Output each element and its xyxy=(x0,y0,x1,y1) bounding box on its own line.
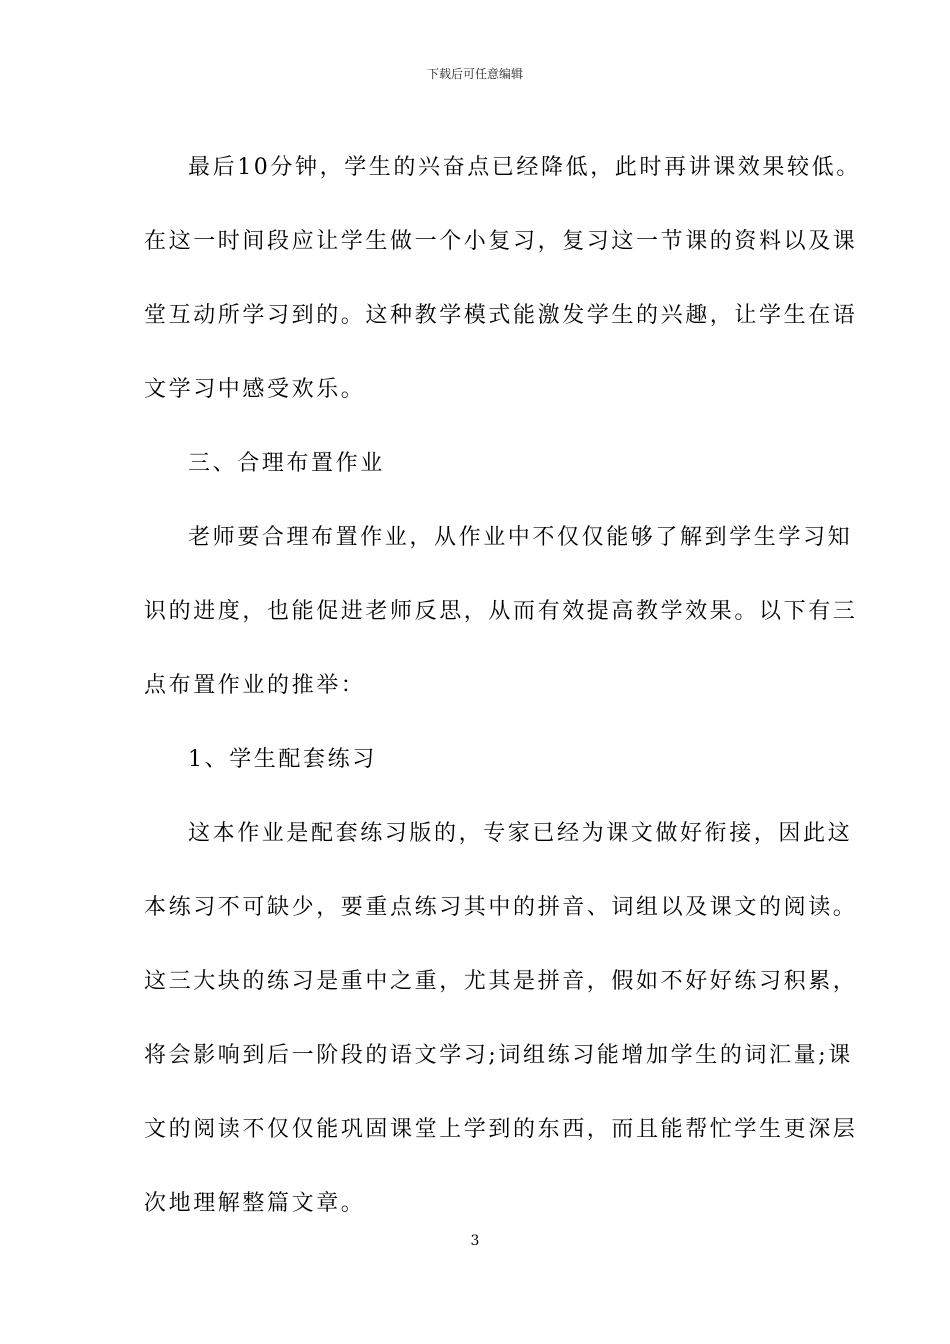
paragraph-line: 文的阅读不仅仅能巩固课堂上学到的东西，而且能帮忙学生更深层 xyxy=(144,1117,858,1142)
subsection-heading: 1、学生配套练习 xyxy=(188,747,377,772)
paragraph-line: 将会影响到后一阶段的语文学习;词组练习能增加学生的词汇量;课 xyxy=(144,1043,853,1068)
paragraph-line: 堂互动所学习到的。这种教学模式能激发学生的兴趣，让学生在语 xyxy=(144,303,858,328)
paragraph-line: 识的进度，也能促进老师反思，从而有效提高教学效果。以下有三 xyxy=(144,599,858,624)
section-heading: 三、合理布置作业 xyxy=(188,451,385,476)
paragraph-line: 这本作业是配套练习版的，专家已经为课文做好衔接，因此这 xyxy=(188,821,853,846)
paragraph-line: 本练习不可缺少，要重点练习其中的拼音、词组以及课文的阅读。 xyxy=(144,895,858,920)
paragraph-line: 老师要合理布置作业，从作业中不仅仅能够了解到学生学习知 xyxy=(188,525,853,550)
paragraph-line: 在这一时间段应让学生做一个小复习，复习这一节课的资料以及课 xyxy=(144,229,858,254)
paragraph-line: 文学习中感受欢乐。 xyxy=(144,377,366,402)
paragraph-line: 次地理解整篇文章。 xyxy=(144,1191,366,1216)
body-text xyxy=(144,131,861,1241)
page-header: 下载后可任意编辑 xyxy=(426,67,523,81)
paragraph-line: 这三大块的练习是重中之重，尤其是拼音，假如不好好练习积累， xyxy=(144,969,858,994)
paragraph-line: 最后10分钟，学生的兴奋点已经降低，此时再讲课效果较低。 xyxy=(188,155,861,180)
page-number: 3 xyxy=(470,1233,480,1249)
paragraph-line: 点布置作业的推举： xyxy=(144,673,366,698)
